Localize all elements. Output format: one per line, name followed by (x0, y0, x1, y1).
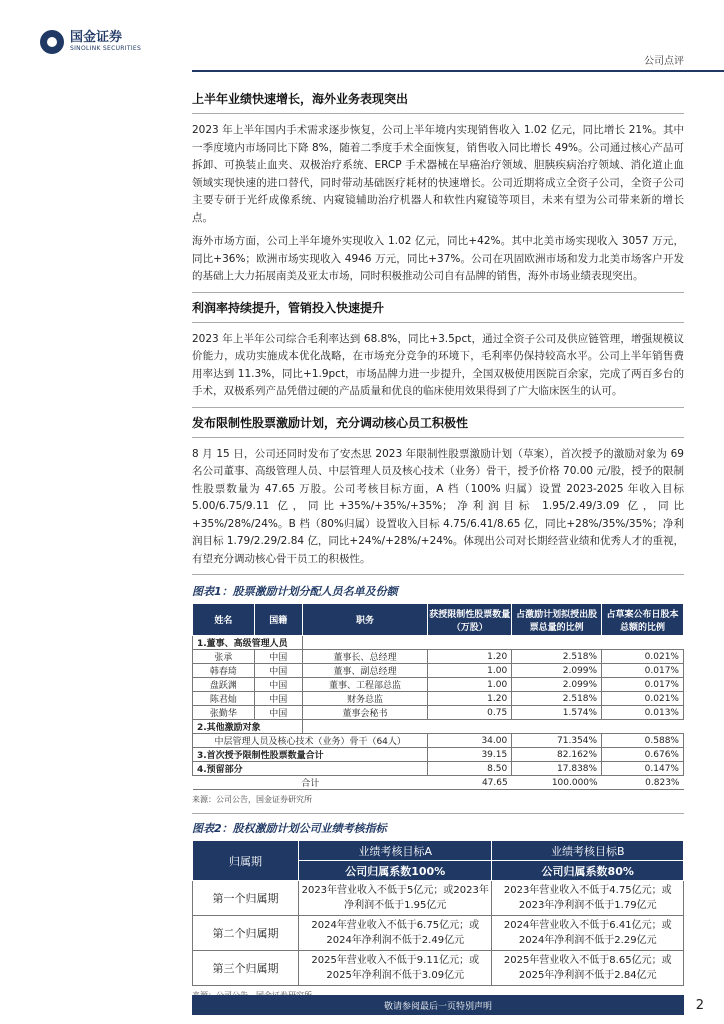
cell: 82.162% (512, 748, 602, 762)
cell: 合计 (193, 776, 428, 790)
cell: 0.147% (602, 762, 684, 776)
group-label: 2.其他激励对象 (193, 720, 303, 734)
performance-target-table (192, 840, 684, 986)
cell: 17.838% (512, 762, 602, 776)
cell: 1.00 (428, 678, 512, 692)
table-row (193, 916, 684, 951)
cell: 0.823% (602, 776, 684, 790)
company-logo (40, 30, 141, 54)
disclaimer-text: 敬请参阅最后一页特别声明 (383, 1001, 492, 1012)
table-row (193, 881, 684, 916)
cell: 2.099% (512, 678, 602, 692)
cell: 2.518% (512, 692, 602, 706)
cell: 董事会秘书 (302, 706, 428, 720)
paragraph: 2023 年上半年国内手术需求逐步恢复，公司上半年境内实现销售收入 1.02 亿元，同比增长 21%。其中一季度境内市场同比下降 8%，随着二季度手术全面恢复，销售收入同比增长 49%。公司通过核心产品可拆卸、可换装止血夹、双极治疗系统、ERCP 手术器械在早癌治疗领域、胆胰疾病治疗领域、消化道止血领域实现快速的进口替代，同时带动基础医疗耗材的快速增长。公司近期将成立全资子公司，全资子公司主要专研于光纤成像系统、内窥镜辅助治疗机器人和软性内窥镜等项目，未来有望为公司带来新的增长点。 (192, 124, 684, 224)
cell: 2025年营业收入不低于9.11亿元；或2025年净利润不低于3.09亿元 (299, 951, 492, 986)
table-row (193, 951, 684, 986)
cell: 0.75 (428, 706, 512, 720)
main-content (192, 90, 684, 1015)
cell: 2.099% (512, 664, 602, 678)
cell: 0.013% (602, 706, 684, 720)
cell: 第一个归属期 (193, 881, 299, 916)
cell: 中国 (254, 650, 302, 664)
cell: 2024年营业收入不低于6.75亿元；或2024年净利润不低于2.49亿元 (299, 916, 492, 951)
col-header: 国籍 (254, 604, 302, 636)
col-header: 获授限制性股票数量（万股） (428, 604, 512, 636)
table-row (193, 706, 684, 720)
cell: 1.00 (428, 664, 512, 678)
section-title-1: 上半年业绩快速增长，海外业务表现突出 (192, 90, 684, 114)
cell: 第三个归属期 (193, 951, 299, 986)
cell: 董事长、总经理 (302, 650, 428, 664)
col-header: 职务 (302, 604, 428, 636)
cell: 盘跃渊 (193, 678, 255, 692)
header-divider (192, 70, 724, 72)
cell: 张承 (193, 650, 255, 664)
table-group-row (193, 720, 684, 734)
cell: 47.65 (428, 776, 512, 790)
logo-icon (40, 30, 64, 54)
incentive-allocation-table (192, 603, 684, 790)
cell: 71.354% (512, 734, 602, 748)
table1-source: 来源：公司公告，国金证券研究所 (192, 794, 684, 814)
col-header: 占激励计划拟授出股票总量的比例 (512, 604, 602, 636)
cell: 中国 (254, 692, 302, 706)
col-header: 占草案公布日股本总额的比例 (602, 604, 684, 636)
table-row (193, 650, 684, 664)
table-group-row (193, 636, 684, 650)
col-header: 公司归属系数100% (299, 861, 492, 881)
section-title-2: 利润率持续提升，管销投入快速提升 (192, 292, 684, 323)
col-header: 公司归属系数80% (492, 861, 684, 881)
table-row (193, 678, 684, 692)
cell: 2024年营业收入不低于6.41亿元；或2024年净利润不低于2.29亿元 (492, 916, 684, 951)
cell: 董事、工程部总监 (302, 678, 428, 692)
cell: 1.574% (512, 706, 602, 720)
cell: 0.021% (602, 692, 684, 706)
cell: 2025年营业收入不低于8.65亿元；或2025年净利润不低于2.84亿元 (492, 951, 684, 986)
cell: 2.518% (512, 650, 602, 664)
cell: 中国 (254, 678, 302, 692)
col-header: 归属期 (193, 841, 299, 881)
col-header: 业绩考核目标A (299, 841, 492, 861)
table-header-row (193, 604, 684, 636)
page-header (0, 0, 724, 80)
cell: 2023年营业收入不低于4.75亿元；或2023年净利润不低于1.79亿元 (492, 881, 684, 916)
cell: 董事、副总经理 (302, 664, 428, 678)
section-title-3: 发布限制性股票激励计划，充分调动核心员工积极性 (192, 407, 684, 438)
cell: 0.021% (602, 650, 684, 664)
cell: 财务总监 (302, 692, 428, 706)
table-row (193, 664, 684, 678)
cell: 第二个归属期 (193, 916, 299, 951)
paragraph: 8 月 15 日，公司还同时发布了安杰思 2023 年限制性股票激励计划（草案），首次授予的激励对象为 69 名公司董事、高级管理人员、中层管理人员及核心技术（业务）骨干，授予价格 70.00 元/股，授予的限制性股票数量为 47.65 万股。公司考核目标方面，A 档（100% 归属）设置 2023-2025 年收入目标 5.00/6.75/9.11 亿，同比+35%/+35%/+35%；净利润目标 1.95/2.49/3.09 亿，同比+35%/28%/24%。B 档（80%归属）设置收入目标 4.75/6.41/8.65 亿，同比+28%/35%/35%；净利润目标 1.79/2.29/2.84 亿，同比+24%/+28%/+24%。体现出公司对长期经营业绩和优秀人才的重视，有望充分调动核心骨干员工的积极性。 (192, 447, 684, 565)
table1-title: 图表1：股票激励计划分配人员名单及份额 (192, 574, 684, 599)
company-name-en: SINOLINK SECURITIES (70, 45, 142, 52)
cell: 0.017% (602, 664, 684, 678)
cell: 中国 (254, 664, 302, 678)
cell: 1.20 (428, 650, 512, 664)
page-number: 2 (695, 998, 704, 1013)
col-header: 姓名 (193, 604, 255, 636)
cell: 张勤华 (193, 706, 255, 720)
cell: 2023年营业收入不低于5亿元；或2023年净利润不低于1.95亿元 (299, 881, 492, 916)
company-name-cn: 国金证券 (70, 30, 123, 45)
table2-title: 图表2：股权激励计划公司业绩考核指标 (192, 822, 387, 835)
cell: 39.15 (428, 748, 512, 762)
group-label: 1.董事、高级管理人员 (193, 636, 303, 650)
cell: 34.00 (428, 734, 512, 748)
table-row (193, 692, 684, 706)
cell: 韩春琦 (193, 664, 255, 678)
cell: 1.20 (428, 692, 512, 706)
cell: 0.676% (602, 748, 684, 762)
table-total-row (193, 776, 684, 790)
col-header: 业绩考核目标B (492, 841, 684, 861)
paragraph: 2023 年上半年公司综合毛利率达到 68.8%，同比+3.5pct，通过全资子公司及供应链管理，增强规模议价能力，成功实施成本优化战略，在市场充分竞争的环境下，毛利率仍保持较高水平。公司上半年销售费用率达到 11.3%，同比+1.9pct，市场品牌力进一步提升，全国双极使用医院百余家，完成了两百多台的手术，双极系列产品凭借过硬的产品质量和优良的临床使用效果得到了广大临床医生的认可。 (192, 332, 684, 397)
table-row (193, 762, 684, 776)
table-row (193, 748, 684, 762)
report-type: 公司点评 (644, 56, 684, 67)
cell: 8.50 (428, 762, 512, 776)
cell: 中层管理人员及核心技术（业务）骨干（64人） (193, 734, 428, 748)
cell: 陈君灿 (193, 692, 255, 706)
cell: 中国 (254, 706, 302, 720)
table-row (193, 734, 684, 748)
cell: 4.预留部分 (193, 762, 428, 776)
cell: 0.588% (602, 734, 684, 748)
paragraph: 海外市场方面，公司上半年境外实现收入 1.02 亿元，同比+42%。其中北美市场实现收入 3057 万元，同比+36%；欧洲市场实现收入 4946 万元，同比+37%。公司在巩固欧洲市场和发力北美市场客户开发的基础上大力拓展南美及亚太市场，同时积极推动公司自有品牌的销售，海外市场业绩表现突出。 (192, 235, 684, 282)
cell: 100.000% (512, 776, 602, 790)
cell: 0.017% (602, 678, 684, 692)
page-footer (192, 995, 684, 1015)
cell: 3.首次授予限制性股票数量合计 (193, 748, 428, 762)
